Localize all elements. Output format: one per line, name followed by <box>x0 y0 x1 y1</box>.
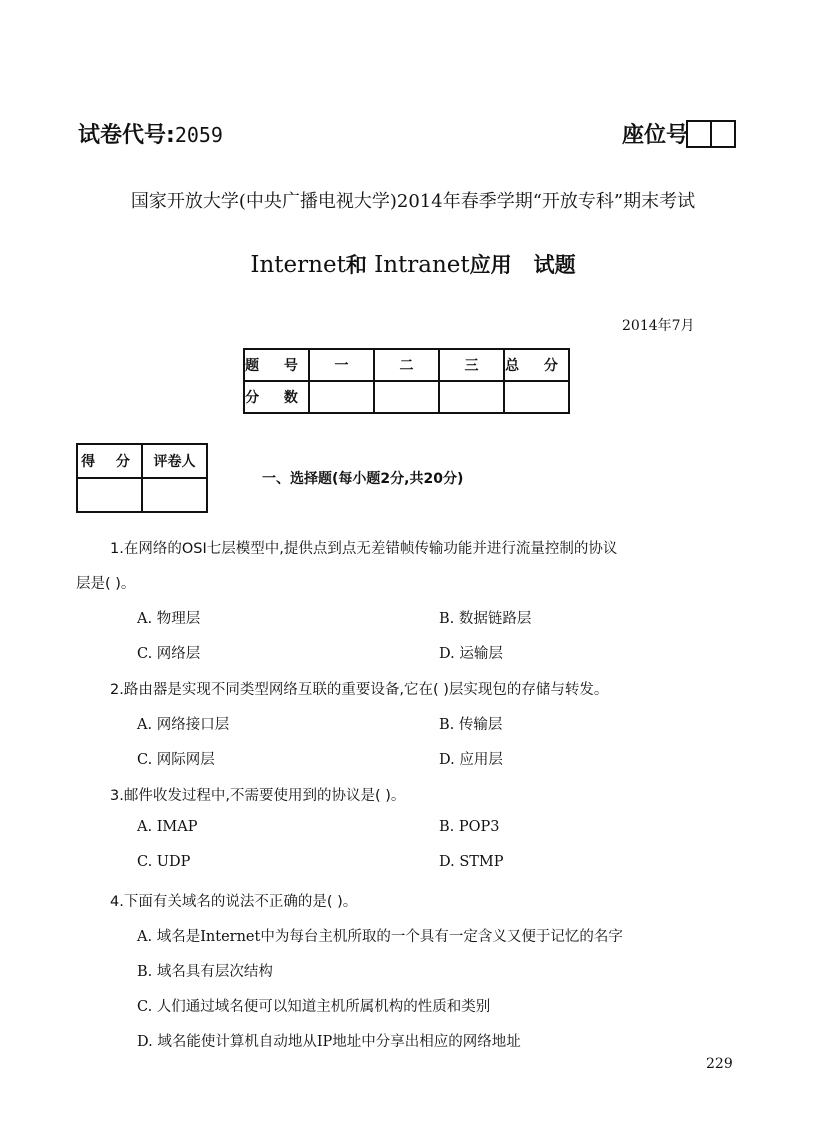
score-table-header-row <box>244 349 569 381</box>
score-header-cell: 二 <box>374 349 439 381</box>
grader-table <box>76 443 208 513</box>
question-4-option-c: C. 人们通过域名便可以知道主机所属机构的性质和类别 <box>137 999 491 1015</box>
grader-value-row <box>77 478 207 512</box>
seat-box-1 <box>686 120 712 148</box>
question-2-option-d: D. 应用层 <box>439 752 503 768</box>
score-table <box>243 348 570 414</box>
question-2-option-a: A. 网络接口层 <box>137 717 230 733</box>
seat-number <box>622 118 736 149</box>
score-cell <box>504 381 569 413</box>
question-3-option-a: A. IMAP <box>137 819 198 835</box>
grader-score-label: 得 分 <box>77 444 142 478</box>
score-cell <box>374 381 439 413</box>
question-2-option-c: C. 网际网层 <box>137 752 215 768</box>
score-header-cell: 总 分 <box>504 349 569 381</box>
title-part2: 和 <box>345 253 367 277</box>
page-number: 229 <box>706 1056 733 1072</box>
question-4-stem: 4.下面有关域名的说法不正确的是( )。 <box>110 894 358 910</box>
title-part1: Internet <box>250 252 346 278</box>
grader-name-label: 评卷人 <box>142 444 207 478</box>
score-header-cell: 三 <box>439 349 504 381</box>
question-2-stem: 2.路由器是实现不同类型网络互联的重要设备,它在( )层实现包的存储与转发。 <box>110 682 609 698</box>
paper-code <box>78 118 223 149</box>
question-1-stem-cont: 层是( )。 <box>76 576 136 592</box>
question-1-option-d: D. 运输层 <box>439 646 503 662</box>
score-cell <box>439 381 504 413</box>
grader-name-cell <box>142 478 207 512</box>
seat-label: 座位号 <box>622 123 689 148</box>
score-header-cell: 题 号 <box>244 349 309 381</box>
section-title: 一、选择题(每小题2分,共20分) <box>262 471 464 487</box>
score-row-label: 分 数 <box>244 381 309 413</box>
question-4-option-b: B. 域名具有层次结构 <box>137 964 273 980</box>
page-title <box>0 249 826 279</box>
score-header-cell: 一 <box>309 349 374 381</box>
grader-header-row <box>77 444 207 478</box>
question-1-option-a: A. 物理层 <box>137 611 201 627</box>
question-4-option-d: D. 域名能使计算机自动地从IP地址中分享出相应的网络地址 <box>137 1034 521 1050</box>
score-cell <box>309 381 374 413</box>
seat-box-2 <box>710 120 736 148</box>
exam-date: 2014年7月 <box>622 318 695 334</box>
exam-name: 国家开放大学(中央广播电视大学)2014年春季学期“开放专科”期末考试 <box>130 191 696 212</box>
question-1-stem: 1.在网络的OSI七层模型中,提供点到点无差错帧传输功能并进行流量控制的协议 <box>110 541 618 557</box>
paper-code-label: 试卷代号: <box>78 123 175 148</box>
question-3-option-b: B. POP3 <box>439 819 500 835</box>
title-part3: Intranet <box>374 252 470 278</box>
question-1-option-c: C. 网络层 <box>137 646 201 662</box>
question-3-option-c: C. UDP <box>137 854 191 870</box>
title-part4: 应用 <box>469 253 512 277</box>
title-part5: 试题 <box>533 253 576 277</box>
question-3-stem: 3.邮件收发过程中,不需要使用到的协议是( )。 <box>110 788 406 804</box>
paper-code-value: 2059 <box>174 123 223 147</box>
question-1-option-b: B. 数据链路层 <box>439 611 532 627</box>
question-2-option-b: B. 传输层 <box>439 717 503 733</box>
question-3-option-d: D. STMP <box>439 854 504 870</box>
question-4-option-a: A. 域名是Internet中为每台主机所取的一个具有一定含义又便于记忆的名字 <box>137 929 623 945</box>
score-table-value-row <box>244 381 569 413</box>
grader-score-cell <box>77 478 142 512</box>
